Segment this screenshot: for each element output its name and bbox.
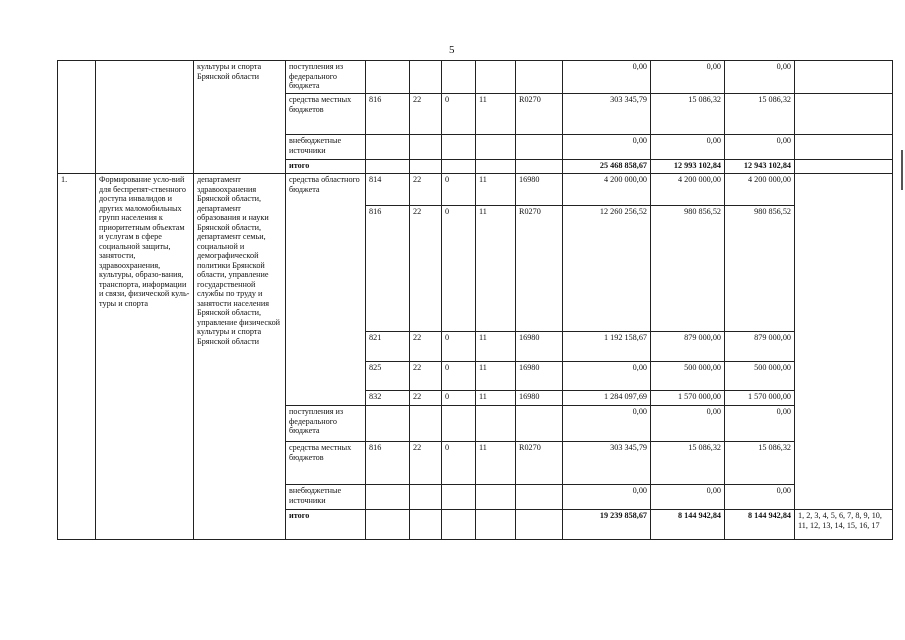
pr-cell: [442, 135, 476, 160]
cs-cell: [476, 61, 516, 94]
value-cell: 0,00: [725, 61, 795, 94]
rz-cell: 22: [410, 362, 442, 391]
cel-cell: R0270: [516, 206, 563, 332]
pr-cell: 0: [442, 94, 476, 135]
cs-cell: 11: [476, 174, 516, 206]
rz-cell: 22: [410, 94, 442, 135]
cs-cell: [476, 510, 516, 540]
cel-cell: [516, 406, 563, 442]
value-cell: 980 856,52: [725, 206, 795, 332]
value-cell: 0,00: [725, 406, 795, 442]
rz-cell: [410, 406, 442, 442]
value-cell: 0,00: [563, 485, 651, 510]
cel-cell: [516, 160, 563, 174]
pr-cell: [442, 510, 476, 540]
total-label-cell: итого: [286, 510, 366, 540]
gr-cell: 814: [366, 174, 410, 206]
pr-cell: 0: [442, 174, 476, 206]
value-cell: 0,00: [651, 485, 725, 510]
value-cell: 15 086,32: [725, 442, 795, 485]
cel-cell: R0270: [516, 442, 563, 485]
value-cell: 4 200 000,00: [563, 174, 651, 206]
value-cell: 0,00: [651, 135, 725, 160]
gr-cell: [366, 485, 410, 510]
cel-cell: 16980: [516, 391, 563, 406]
cel-cell: 16980: [516, 332, 563, 362]
cs-cell: 11: [476, 362, 516, 391]
value-cell: 500 000,00: [651, 362, 725, 391]
value-cell: 0,00: [651, 61, 725, 94]
rz-cell: [410, 485, 442, 510]
value-cell: 1 192 158,67: [563, 332, 651, 362]
value-cell: 879 000,00: [651, 332, 725, 362]
value-cell: 0,00: [563, 135, 651, 160]
rz-cell: [410, 135, 442, 160]
value-cell: 15 086,32: [651, 442, 725, 485]
value-cell: 0,00: [725, 135, 795, 160]
gr-cell: [366, 406, 410, 442]
value-cell: 15 086,32: [651, 94, 725, 135]
gr-cell: [366, 61, 410, 94]
pr-cell: [442, 61, 476, 94]
pr-cell: 0: [442, 442, 476, 485]
value-cell: 0,00: [725, 485, 795, 510]
gr-cell: [366, 510, 410, 540]
pr-cell: [442, 485, 476, 510]
rz-cell: 22: [410, 174, 442, 206]
page-number: 5: [449, 44, 455, 56]
cel-cell: 16980: [516, 362, 563, 391]
measure-name-cell: Формирование усло-вий для беспрепят-ственного доступа инвалидов и других маломобильных групп населения к приоритетным объектам и услугам в сфере социальной защиты, занятости, здравоохранения, культуры, образо-вания, транспорта, информации и связи, физической куль-туры и спорта: [96, 174, 194, 540]
value-cell: 0,00: [563, 362, 651, 391]
value-cell: 1 570 000,00: [651, 391, 725, 406]
value-cell: 0,00: [651, 406, 725, 442]
cel-cell: [516, 135, 563, 160]
source-cell: внебюджетные источники: [286, 135, 366, 160]
gr-cell: [366, 135, 410, 160]
value-cell: 500 000,00: [725, 362, 795, 391]
cs-cell: 11: [476, 206, 516, 332]
table-row: [58, 174, 893, 206]
source-cell: средства местных бюджетов: [286, 442, 366, 485]
cs-cell: 11: [476, 391, 516, 406]
gr-cell: 821: [366, 332, 410, 362]
cs-cell: 11: [476, 94, 516, 135]
cs-cell: 11: [476, 442, 516, 485]
gr-cell: 816: [366, 442, 410, 485]
pr-cell: [442, 160, 476, 174]
organization-cell: культуры и спорта Брянской области: [194, 61, 286, 174]
pr-cell: 0: [442, 332, 476, 362]
total-value-cell: 12 943 102,84: [725, 160, 795, 174]
gr-cell: 825: [366, 362, 410, 391]
indicator-cell: [795, 94, 893, 135]
measure-name-cell: [96, 61, 194, 174]
cel-cell: [516, 61, 563, 94]
total-label-cell: итого: [286, 160, 366, 174]
rz-cell: 22: [410, 332, 442, 362]
cs-cell: [476, 135, 516, 160]
value-cell: 303 345,79: [563, 442, 651, 485]
pr-cell: [442, 406, 476, 442]
indicator-cell: [795, 160, 893, 174]
total-value-cell: 25 468 858,67: [563, 160, 651, 174]
cel-cell: [516, 485, 563, 510]
value-cell: 0,00: [563, 61, 651, 94]
gr-cell: 832: [366, 391, 410, 406]
number-cell: 1.: [58, 174, 96, 540]
gr-cell: 816: [366, 94, 410, 135]
cs-cell: 11: [476, 332, 516, 362]
value-cell: 4 200 000,00: [725, 174, 795, 206]
rz-cell: [410, 61, 442, 94]
indicator-list-cell: 1, 2, 3, 4, 5, 6, 7, 8, 9, 10, 11, 12, 13, 14, 15, 16, 17: [795, 510, 893, 540]
total-value-cell: 12 993 102,84: [651, 160, 725, 174]
cel-cell: 16980: [516, 174, 563, 206]
cs-cell: [476, 406, 516, 442]
cs-cell: [476, 485, 516, 510]
source-cell: средства областного бюджета: [286, 174, 366, 406]
cel-cell: R0270: [516, 94, 563, 135]
value-cell: 1 570 000,00: [725, 391, 795, 406]
cs-cell: [476, 160, 516, 174]
rz-cell: [410, 160, 442, 174]
source-cell: поступления из федерального бюджета: [286, 406, 366, 442]
value-cell: 15 086,32: [725, 94, 795, 135]
table-row: [58, 61, 893, 94]
rz-cell: 22: [410, 391, 442, 406]
organization-cell: департамент здравоохранения Брянской области, департамент образования и науки Брянской области, департамент семьи, социальной и демографической политики Брянской области, управление государственной службы по труду и занятости населения Брянской области, управление физической культуры и спорта Брянской области: [194, 174, 286, 540]
total-value-cell: 8 144 942,84: [725, 510, 795, 540]
source-cell: средства местных бюджетов: [286, 94, 366, 135]
rz-cell: 22: [410, 206, 442, 332]
value-cell: 1 284 097,69: [563, 391, 651, 406]
total-value-cell: 8 144 942,84: [651, 510, 725, 540]
number-cell: [58, 61, 96, 174]
indicator-cell: [795, 135, 893, 160]
value-cell: 4 200 000,00: [651, 174, 725, 206]
indicator-cell: [795, 174, 893, 510]
pr-cell: 0: [442, 391, 476, 406]
budget-table: [57, 60, 893, 540]
value-cell: 980 856,52: [651, 206, 725, 332]
source-cell: поступления из федерального бюджета: [286, 61, 366, 94]
gr-cell: 816: [366, 206, 410, 332]
value-cell: 303 345,79: [563, 94, 651, 135]
value-cell: 879 000,00: [725, 332, 795, 362]
cel-cell: [516, 510, 563, 540]
rz-cell: [410, 510, 442, 540]
value-cell: 12 260 256,52: [563, 206, 651, 332]
margin-mark: [901, 150, 903, 190]
source-cell: внебюджетные источники: [286, 485, 366, 510]
total-value-cell: 19 239 858,67: [563, 510, 651, 540]
rz-cell: 22: [410, 442, 442, 485]
pr-cell: 0: [442, 362, 476, 391]
indicator-cell: [795, 61, 893, 94]
gr-cell: [366, 160, 410, 174]
pr-cell: 0: [442, 206, 476, 332]
value-cell: 0,00: [563, 406, 651, 442]
